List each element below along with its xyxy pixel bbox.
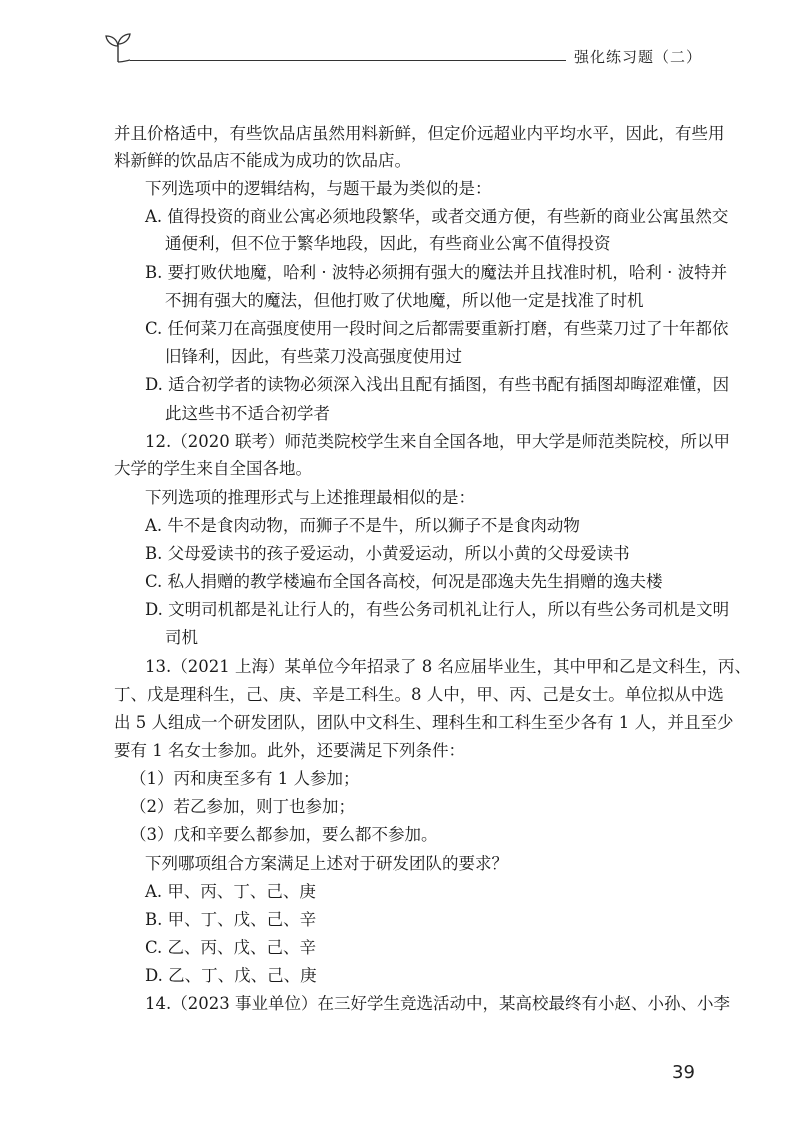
question-prompt: 下列选项中的逻辑结构，与题干最为类似的是： xyxy=(145,179,492,198)
option-c: C. 私人捐赠的教学楼遍布全国各高校，何况是邵逸夫先生捐赠的逸夫楼 xyxy=(145,572,663,591)
option-a-cont: 通便利，但不位于繁华地段，因此，有些商业公寓不值得投资 xyxy=(165,234,611,253)
option-c: C. 乙、丙、戊、己、辛 xyxy=(145,938,317,957)
text-line: 出 5 人组成一个研发团队，团队中文科生、理科生和工科生至少各有 1 人，并且至少 xyxy=(114,713,734,732)
question-12: 12.（2020 联考）师范类院校学生来自全国各地，甲大学是师范类院校，所以甲 xyxy=(145,432,730,451)
option-b: B. 要打败伏地魔，哈利 · 波特必须拥有强大的魔法并且找准时机，哈利 · 波特并 xyxy=(145,263,728,282)
option-a: A. 牛不是食肉动物，而狮子不是牛，所以狮子不是食肉动物 xyxy=(145,516,580,535)
option-a: A. 甲、丙、丁、己、庚 xyxy=(145,882,316,901)
question-prompt: 下列选项的推理形式与上述推理最相似的是： xyxy=(145,488,475,507)
question-prompt: 下列哪项组合方案满足上述对于研发团队的要求？ xyxy=(145,854,508,873)
option-d: D. 文明司机都是礼让行人的，有些公务司机礼让行人，所以有些公务司机是文明 xyxy=(145,600,730,619)
option-c: C. 任何菜刀在高强度使用一段时间之后都需要重新打磨，有些菜刀过了十年都依 xyxy=(145,319,729,338)
condition-1: （1）丙和庚至多有 1 人参加； xyxy=(130,769,360,788)
option-c-cont: 旧锋利，因此，有些菜刀没高强度使用过 xyxy=(165,347,462,366)
question-13: 13.（2021 上海）某单位今年招录了 8 名应届毕业生，其中甲和乙是文科生，丙、 xyxy=(145,657,751,676)
option-d: D. 乙、丁、戊、己、庚 xyxy=(145,966,317,985)
question-14: 14.（2023 事业单位）在三好学生竞选活动中，某高校最终有小赵、小孙、小李 xyxy=(145,994,730,1013)
condition-2: （2）若乙参加，则丁也参加； xyxy=(130,797,355,816)
header-title: 强化练习题（二） xyxy=(574,48,703,66)
option-b: B. 父母爱读书的孩子爱运动，小黄爱运动，所以小黄的父母爱读书 xyxy=(145,544,630,563)
text-line: 并且价格适中，有些饮品店虽然用料新鲜，但定价远超业内平均水平，因此，有些用 xyxy=(114,124,725,143)
sprout-icon xyxy=(104,30,132,68)
page-header xyxy=(0,0,800,90)
header-rule xyxy=(130,60,566,61)
text-line: 料新鲜的饮品店不能成为成功的饮品店。 xyxy=(114,151,411,170)
option-b: B. 甲、丁、戊、己、辛 xyxy=(145,910,317,929)
option-d-cont: 司机 xyxy=(165,628,198,647)
text-line: 要有 1 名女士参加。此外，还要满足下列条件： xyxy=(114,741,465,760)
text-line: 丁、戊是理科生，己、庚、辛是工科生。8 人中，甲、丙、己是女士。单位拟从中选 xyxy=(114,685,724,704)
page-number: 39 xyxy=(672,1062,695,1083)
option-d-cont: 此这些书不适合初学者 xyxy=(165,404,330,423)
option-b-cont: 不拥有强大的魔法，但他打败了伏地魔，所以他一定是找准了时机 xyxy=(165,291,644,310)
option-d: D. 适合初学者的读物必须深入浅出且配有插图，有些书配有插图却晦涩难懂，因 xyxy=(145,375,730,394)
text-line: 大学的学生来自全国各地。 xyxy=(114,459,312,478)
condition-3: （3）戊和辛要么都参加，要么都不参加。 xyxy=(130,825,438,844)
option-a: A. 值得投资的商业公寓必须地段繁华，或者交通方便，有些新的商业公寓虽然交 xyxy=(145,207,729,226)
